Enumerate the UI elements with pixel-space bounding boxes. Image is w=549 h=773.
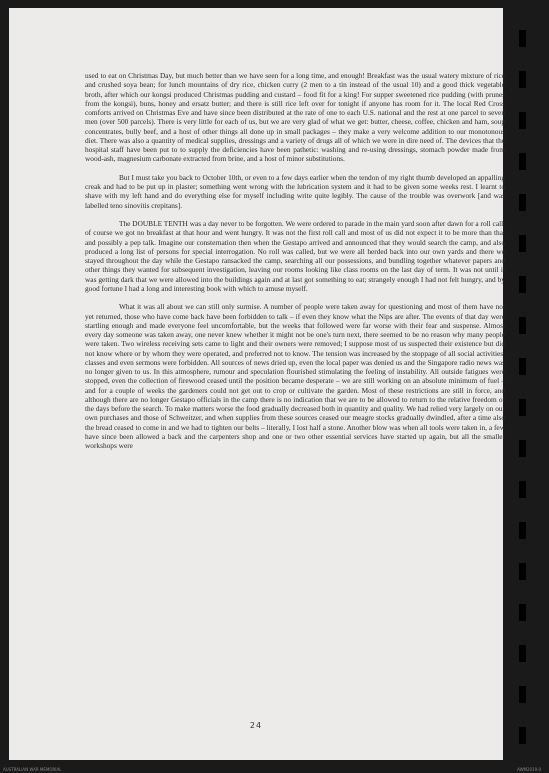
binding-bar [519, 317, 526, 334]
binding-bar [519, 522, 526, 539]
binding-bar [519, 153, 526, 170]
binding-bar [519, 481, 526, 498]
binding-bar [519, 399, 526, 416]
paragraph: But I must take you back to October 10th, or even to a few days earlier when the tendon of my right thumb developed an appalling creak and had to be put up in plaster; something went wrong with the lubrication system and it had to be given some weeks rest. I learnt to shave with my left hand and do everything else for myself including write quite legibly. The cause of the trouble was overwork [and was labelled teno sinovitis crepitans]. [85, 172, 505, 210]
binding-bar [519, 276, 526, 293]
binding-bar [519, 112, 526, 129]
binding-strip [519, 30, 527, 770]
binding-bar [519, 645, 526, 662]
page-number: 24 [249, 721, 263, 730]
paragraph: used to eat on Christmas Day, but much better than we have seen for a long time, and enough! Breakfast was the usual watery mixture of rice and crushed soya bean; for lunch mountains of dry rice, chicken curry (2 men to a tin instead of the usual 10) and a good thick vegetable broth, after which our kongsi produced Christmas pudding and custard – food fit for a king! For supper sweetened rice pudding (with prunes from the kongsi), buns, honey and ersatz butter; and there is still rice left over for tonight if anyone has room for it. The local Red Cross comforts arrived on Christmas Eve and have since been distributed at the rate of one to each U.S. national and the rest at one parcel to seven men (over 500 parcels). There is very little for each of us, but we are very glad of what we get: butter, cheese, coffee, chicken and ham, soup concentrates, bully beef, and a host of other things all done up in small packages – they make a very welcome addition to our monotonous diet. There was also a quantity of medical supplies, dressings and a variety of drugs all of which we were in dire need of. The devices that the hospital staff have been put to to supply the deficiencies have been pathetic: washing and re-using dressings, stomach powder made from wood-ash, magnesium carbonate extracted from brine, and a host of minor substitutions. [85, 71, 505, 164]
footer-archive-label: AUSTRALIAN WAR MEMORIAL [3, 767, 62, 772]
binding-bar [519, 563, 526, 580]
binding-bar [519, 604, 526, 621]
body-text [85, 71, 505, 460]
binding-bar [519, 30, 526, 47]
binding-bar [519, 194, 526, 211]
footer-reference: AWM2019.0 [517, 767, 541, 772]
document-page [9, 8, 503, 760]
paragraph: What it was all about we can still only surmise. A number of people were taken away for questioning and most of them have not yet returned, those who have come back have been forbidden to talk – if even they know what the Nips are after. The events of that day were startling enough and made everyone feel uncomfortable, but the weeks that followed were far worse with their fear and suspense. Almost every day someone was taken away, one never knew whether it might not be one's turn next, there seemed to be no reason why many people were taken. Two wireless receiving sets came to light and their owners were removed; I suppose most of us suspected their existence but did not know where or by whom they were operated, and preferred not to know. The tension was increased by the stoppage of all social activities, classes and even sermons were forbidden. All sources of news dried up, even the local paper was denied us and the Singapore radio news was no longer given to us. In this atmosphere, rumour and speculation flourished stimulating the feeling of instability. All outside fatigues were stopped, even the collection of firewood ceased until the position became desperate – we are still working on an absolute minimum of fuel – and for a couple of weeks the gardeners could not get out to crop or cultivate the garden. Most of these restrictions are still in force, and although there are no longer Gestapo officials in the camp there is no indication that we are to be allowed to return to the relative freedom of the days before the search. To make matters worse the food gradually decreased both in quantity and quality. We had relied very largely on our own purchases and those of Schweitzer, and when supplies from these sources ceased our meagre stocks gradually dwindled, after a time also the bread ceased to come in and we had to tighten our belts – literally, I lost half a stone. Another blow was when all tools were taken in, a few have since been allowed a back and the carpenters shop and one or two other essential services have started up again, but all the smaller workshops were [85, 302, 505, 450]
paragraph: The DOUBLE TENTH was a day never to be forgotten. We were ordered to parade in the main yard soon after dawn for a roll call, of course we got no breakfast at that hour and went hungry. It was not the first roll call and most of us did not expect it to be more than that and possibly a pep talk. Imagine our consternation then when the Gestapo arrived and announced that they would search the camp, and also produced a long list of persons for special interrogation. No roll was called, but we were all herded back into our own yards and there we stayed throughout the day while the Gestapo ransacked the camp, searching all our possessions, and bundling together whatever papers and other things they wanted for subsequent investigation, leaving our rooms looking like class rooms on the last day of term. It was not until it was getting dark that we were allowed into the buildings again and at last got something to eat; strangely enough I had not felt hungry, and by good fortune I had a long and interesting book with which to amuse myself. [85, 219, 505, 293]
binding-bar [519, 727, 526, 744]
binding-bar [519, 440, 526, 457]
binding-bar [519, 235, 526, 252]
binding-bar [519, 71, 526, 88]
binding-bar [519, 358, 526, 375]
binding-bar [519, 686, 526, 703]
